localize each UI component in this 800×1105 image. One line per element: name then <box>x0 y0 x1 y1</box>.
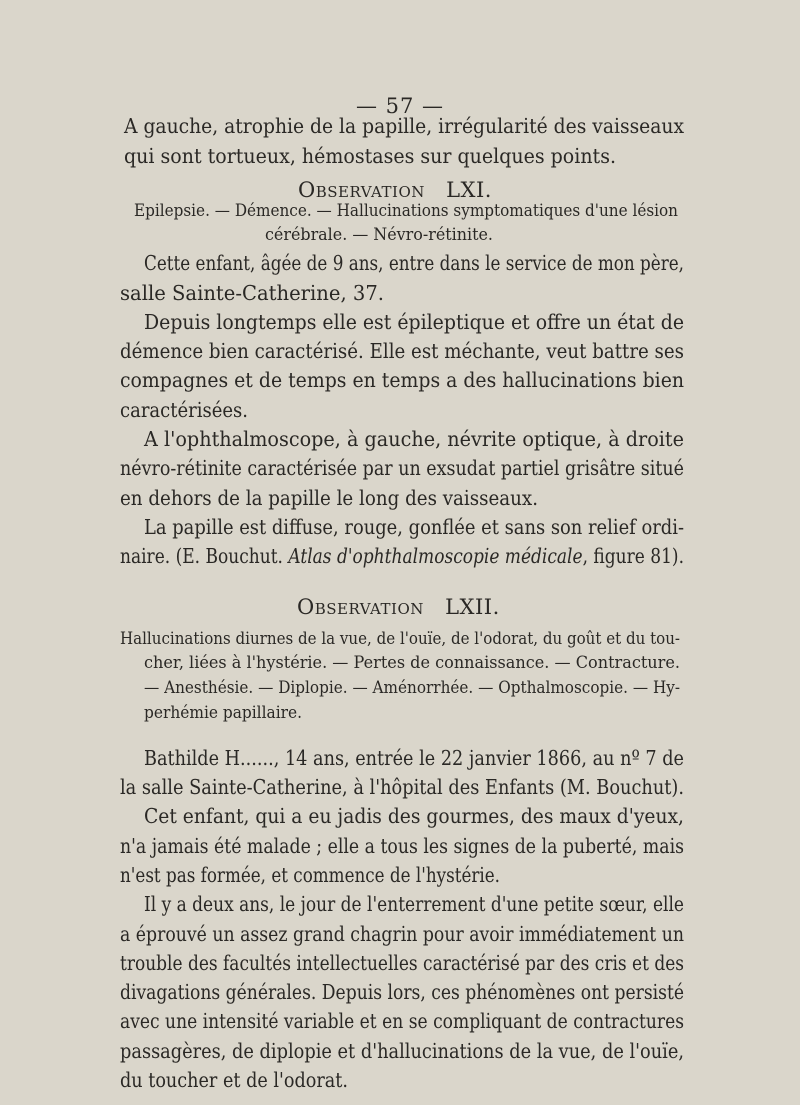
text-line: divagations générales. Depuis lors, ces phénomènes ont persisté <box>120 980 684 1004</box>
text-line: naire. (E. Bouchut. Atlas d'ophthalmoscopie médicale, figure 81). <box>120 544 684 568</box>
text-line: cérébrale. — Névro-rétinite. <box>265 225 493 245</box>
text-line: Cet enfant, qui a eu jadis des gourmes, des maux d'yeux, <box>144 804 684 828</box>
text-line: La papille est diffuse, rouge, gonflée et sans son relief ordi- <box>144 515 684 539</box>
text-line: Cette enfant, âgée de 9 ans, entre dans le service de mon père, <box>144 251 684 275</box>
text-line: névro-rétinite caractérisée par un exsudat partiel grisâtre situé <box>120 456 684 480</box>
text-line: Bathilde H......, 14 ans, entrée le 22 janvier 1866, au nº 7 de <box>144 746 684 770</box>
text-line: la salle Sainte-Catherine, à l'hôpital des Enfants (M. Bouchut). <box>120 775 684 799</box>
text-line: Il y a deux ans, le jour de l'enterrement d'une petite sœur, elle <box>144 892 684 916</box>
text-line: caractérisées. <box>120 398 248 422</box>
text-line: qui sont tortueux, hémostases sur quelques points. <box>124 144 616 168</box>
text-line: Observation LXII. <box>297 595 500 619</box>
text-line: démence bien caractérisé. Elle est méchante, veut battre ses <box>120 339 684 363</box>
text-line: Epilepsie. — Démence. — Hallucinations symptomatiques d'une lésion <box>134 201 678 221</box>
text-line: du toucher et de l'odorat. <box>120 1068 348 1092</box>
text-line: avec une intensité variable et en se compliquant de contractures <box>120 1009 684 1033</box>
text-line: salle Sainte-Catherine, 37. <box>120 281 384 305</box>
text-line: Observation LXI. <box>298 178 492 202</box>
text-line: cher, liées à l'hystérie. — Pertes de connaissance. — Contracture. <box>144 653 680 673</box>
text-line: compagnes et de temps en temps a des hallucinations bien <box>120 368 684 392</box>
text-line: perhémie papillaire. <box>144 703 302 723</box>
page-number: — 57 — <box>355 94 445 118</box>
text-line: Hallucinations diurnes de la vue, de l'ouïe, de l'odorat, du goût et du tou- <box>120 629 680 649</box>
text-line: A l'ophthalmoscope, à gauche, névrite optique, à droite <box>144 427 684 451</box>
text-line: — Anesthésie. — Diplopie. — Aménorrhée. — Opthalmoscopie. — Hy- <box>144 678 680 698</box>
text-line: Depuis longtemps elle est épileptique et offre un état de <box>144 310 684 334</box>
text-line: en dehors de la papille le long des vaisseaux. <box>120 486 538 510</box>
text-line: trouble des facultés intellectuelles caractérisé par des cris et des <box>120 951 684 975</box>
text-line: a éprouvé un assez grand chagrin pour avoir immédiatement un <box>120 922 684 946</box>
text-line: n'est pas formée, et commence de l'hystérie. <box>120 863 500 887</box>
text-line: n'a jamais été malade ; elle a tous les signes de la puberté, mais <box>120 834 684 858</box>
text-line: passagères, de diplopie et d'hallucinations de la vue, de l'ouïe, <box>120 1039 684 1063</box>
text-line: A gauche, atrophie de la papille, irrégularité des vaisseaux <box>124 114 684 138</box>
